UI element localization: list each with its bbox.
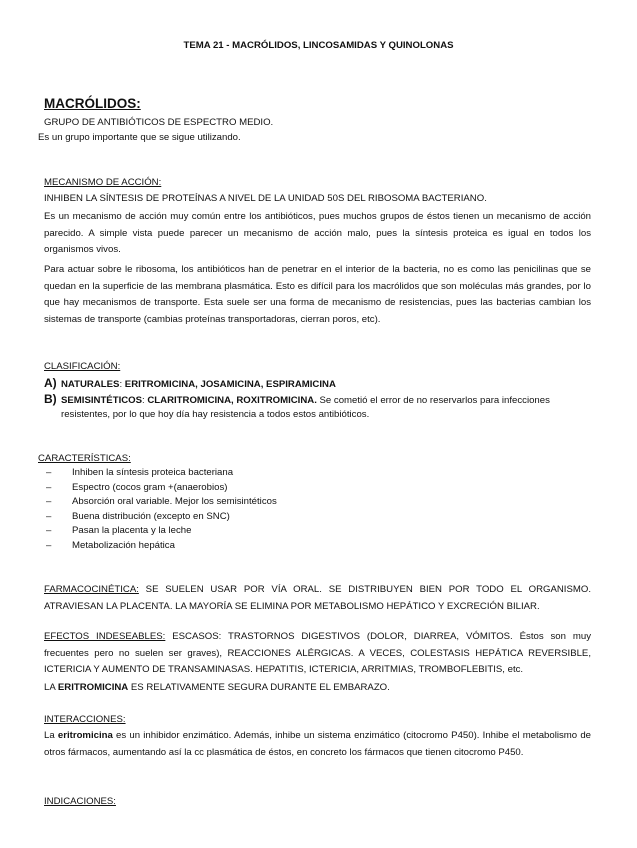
list-item: – Absorción oral variable. Mejor los semisintéticos [46,495,277,510]
item-b-note: Se cometió el error de no reservarlos para infecciones [316,395,550,406]
bullet: – [46,539,52,551]
bullet: – [46,467,52,478]
item-b-label: SEMISINTÉTICOS [61,395,143,406]
list-item: – Buena distribución (excepto en SNC) [46,510,277,525]
list-item: – Espectro (cocos gram +(anaerobios) [46,481,277,496]
list-item: – Inhiben la síntesis proteica bacteriana [46,466,277,481]
caracteristicas-heading: CARACTERÍSTICAS: [38,453,131,464]
macrolidos-heading: MACRÓLIDOS: [44,96,141,111]
indicaciones-heading: INDICACIONES: [44,796,116,807]
clasificacion-item-b-note2: resistentes, por lo que hoy día hay resistencia a todos estos antibióticos. [61,409,370,420]
mecanismo-heading: MECANISMO DE ACCIÓN: [44,177,162,188]
bullet: – [46,496,52,508]
farmacocinetica-heading: FARMACOCINÉTICA: [44,584,139,595]
list-item: – Metabolización hepática [46,539,277,554]
efectos-embarazo-line: LA ERITROMICINA ES RELATIVAMENTE SEGURA DURANTE EL EMBARAZO. [44,682,390,693]
efectos-heading: EFECTOS INDESEABLES: [44,631,166,642]
item-a-letter: A) [44,376,57,390]
mecanismo-paragraph-1: Es un mecanismo de acción muy común entre los antibióticos, pues muchos grupos de éstos tienen un mecanismo de acción parecido. A simple vista puede parecer un mecanismo de acción malo, pues la síntesis proteica es igual en todos los organismos vivos. [44,211,591,255]
list-item: – Pasan la placenta y la leche [46,524,277,539]
item-a-text: ERITROMICINA, JOSAMICINA, ESPIRAMICINA [124,379,336,390]
item-b-sep: : [142,395,148,406]
macrolidos-line1: GRUPO DE ANTIBIÓTICOS DE ESPECTRO MEDIO. [44,117,274,128]
clasificacion-heading: CLASIFICACIÓN: [44,361,121,372]
item-a-label: NATURALES [61,379,120,390]
mecanismo-paragraph-2: Para actuar sobre le ribosoma, los antibióticos han de penetrar en el interior de la bacteria, no es como las penicilinas que se quedan en la superficie de las membrana plasmática. Esto es difícil para los macrólidos que son moléculas más grandes, por lo que hay mecanismos de transporte. Esta suele ser una forma de mecanismo de resistencias, pues las bacterias cambian los sistemas de transporte (cambias proteínas transportadoras, cierran poros, etc). [44,264,591,325]
macrolidos-line2: Es un grupo importante que se sigue utilizando. [38,132,241,143]
bullet: – [46,525,52,537]
caracteristicas-list [46,466,277,554]
item-a-sep: : [119,379,125,390]
page-title: TEMA 21 - MACRÓLIDOS, LINCOSAMIDAS Y QUINOLONAS [183,40,454,51]
interacciones-paragraph: La eritromicina es un inhibidor enzimático. Además, inhibe un sistema enzimático (citocromo P450). Inhibe el metabolismo de otros fármacos, aumentando así la cc plasmática de éstos, en concreto los fármacos que tienen citocromo P450. [44,730,591,758]
bullet: – [46,510,52,522]
interacciones-heading: INTERACCIONES: [44,714,126,725]
item-b-letter: B) [44,392,57,406]
farmacocinetica-paragraph: FARMACOCINÉTICA: SE SUELEN USAR POR VÍA ORAL. SE DISTRIBUYEN BIEN POR TODO EL ORGANISMO. ATRAVIESAN LA PLACENTA. LA MAYORÍA SE ELIMINA POR METABOLISMO HEPÁTICO Y EXCRECIÓN BILIAR. [44,584,591,612]
mecanismo-line1: INHIBEN LA SÍNTESIS DE PROTEÍNAS A NIVEL DE LA UNIDAD 50S DEL RIBOSOMA BACTERIANO. [44,193,487,204]
bullet: – [46,481,52,493]
efectos-paragraph: EFECTOS INDESEABLES: ESCASOS: TRASTORNOS DIGESTIVOS (DOLOR, DIARREA, VÓMITOS. Éstos son muy frecuentes pero no suelen ser graves), REACCIONES ALÉRGICAS. A VECES, COLESTASIS HEPÁTICA REVERSIBLE, ICTERICIA Y AUMENTO DE TRANSAMINASAS. HEPATITIS, ICTERICIA, ARRITMIAS, TROMBOFLEBITIS, etc. [44,631,591,675]
item-b-text: CLARITROMICINA, ROXITROMICINA. [147,395,317,406]
